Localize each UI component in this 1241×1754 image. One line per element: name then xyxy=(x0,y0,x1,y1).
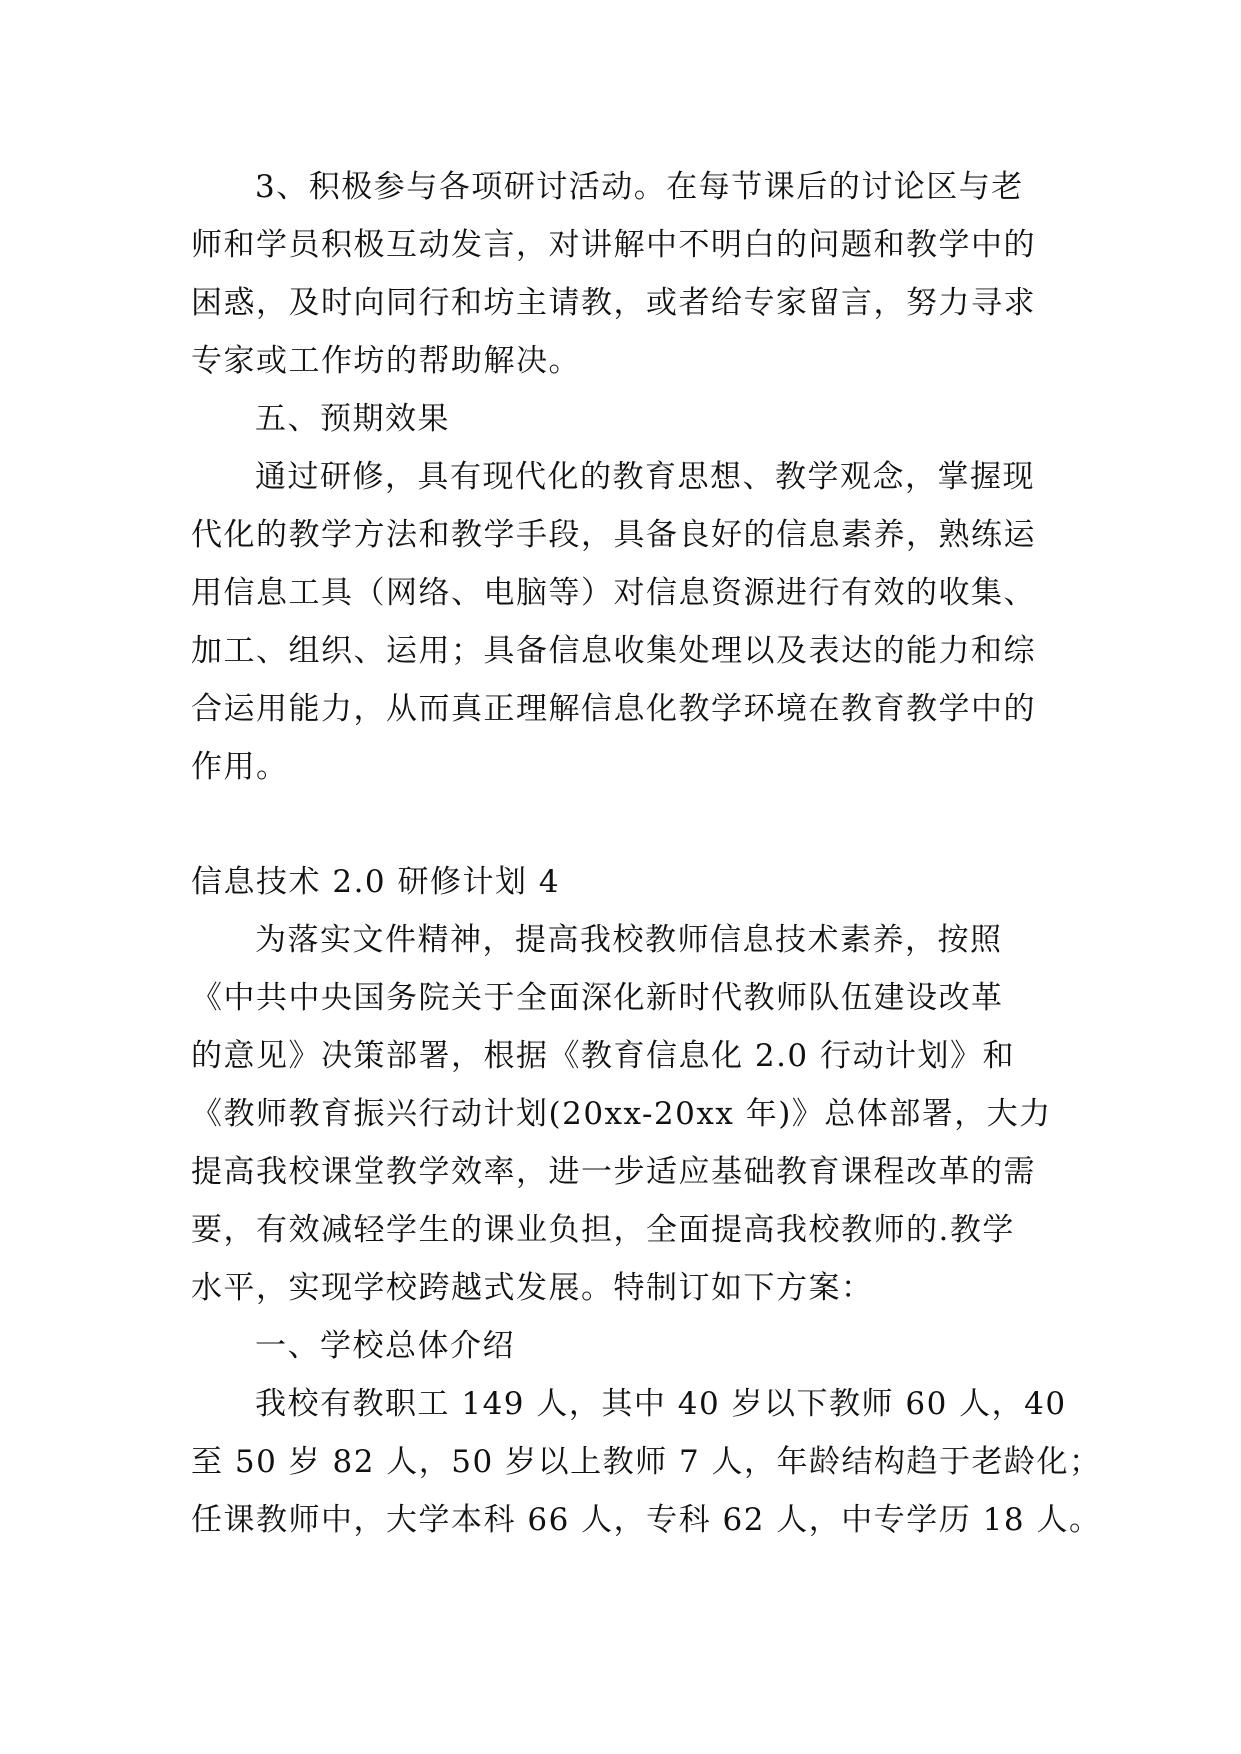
paragraph-activity-line-2: 师和学员积极互动发言，对讲解中不明白的问题和教学中的 xyxy=(191,227,1036,263)
section-heading-school-overview: 一、学校总体介绍 xyxy=(255,1328,515,1364)
paragraph-staff-line-2: 至 50 岁 82 人，50 岁以上教师 7 人，年龄结构趋于老龄化； xyxy=(191,1444,1102,1480)
section-heading-expected-effect: 五、预期效果 xyxy=(255,401,450,437)
paragraph-effect-line-2: 代化的教学方法和教学手段，具备良好的信息素养，熟练运 xyxy=(191,517,1036,553)
paragraph-staff-line-3: 任课教师中，大学本科 66 人，专科 62 人，中专学历 18 人。 xyxy=(191,1502,1102,1538)
paragraph-activity-line-4: 专家或工作坊的帮助解决。 xyxy=(191,343,581,379)
paragraph-intro-line-5: 提高我校课堂教学效率，进一步适应基础教育课程改革的需 xyxy=(191,1154,1036,1190)
document-title-plan-4: 信息技术 2.0 研修计划 4 xyxy=(191,864,561,900)
paragraph-intro-line-1: 为落实文件精神，提高我校教师信息技术素养，按照 xyxy=(255,922,1003,958)
paragraph-activity-line-1: 3、积极参与各项研讨活动。在每节课后的讨论区与老 xyxy=(255,169,1024,205)
paragraph-intro-line-7: 水平，实现学校跨越式发展。特制订如下方案： xyxy=(191,1270,874,1306)
paragraph-effect-line-5: 合运用能力，从而真正理解信息化教学环境在教育教学中的 xyxy=(191,691,1036,727)
paragraph-staff-line-1: 我校有教职工 149 人，其中 40 岁以下教师 60 人，40 xyxy=(255,1386,1067,1422)
paragraph-intro-line-6: 要，有效减轻学生的课业负担，全面提高我校教师的.教学 xyxy=(191,1212,1015,1248)
paragraph-effect-line-6: 作用。 xyxy=(191,749,289,785)
paragraph-effect-line-4: 加工、组织、运用；具备信息收集处理以及表达的能力和综 xyxy=(191,633,1036,669)
paragraph-intro-line-2: 《中共中央国务院关于全面深化新时代教师队伍建设改革 xyxy=(191,980,1004,1016)
paragraph-intro-line-3: 的意见》决策部署，根据《教育信息化 2.0 行动计划》和 xyxy=(191,1038,1016,1074)
paragraph-intro-line-4: 《教师教育振兴行动计划(20xx-20xx 年)》总体部署，大力 xyxy=(191,1096,1052,1132)
paragraph-activity-line-3: 困惑，及时向同行和坊主请教，或者给专家留言，努力寻求 xyxy=(191,285,1036,321)
paragraph-effect-line-1: 通过研修，具有现代化的教育思想、教学观念，掌握现 xyxy=(255,459,1035,495)
paragraph-effect-line-3: 用信息工具（网络、电脑等）对信息资源进行有效的收集、 xyxy=(191,575,1036,611)
